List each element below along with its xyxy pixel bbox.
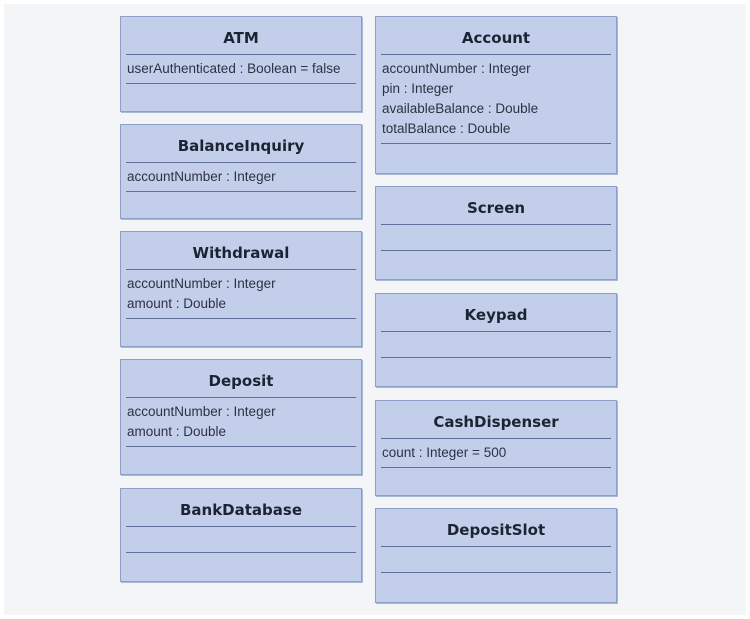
class-operations [126, 553, 356, 563]
class-operations [126, 84, 356, 94]
class-attributes [126, 398, 356, 447]
class-attributes [126, 270, 356, 319]
class-attribute: count : Integer = 500 [382, 445, 507, 460]
class-keypad [375, 293, 617, 387]
class-atm [120, 16, 362, 112]
class-name: BalanceInquiry [126, 130, 356, 163]
class-deposit-slot [375, 508, 617, 603]
class-operations [126, 192, 356, 202]
class-attribute: totalBalance : Double [382, 121, 511, 136]
class-name: Withdrawal [126, 237, 356, 270]
class-attribute: pin : Integer [382, 81, 454, 96]
class-screen [375, 186, 617, 280]
uml-class-diagram [4, 4, 746, 615]
class-operations [381, 573, 611, 583]
class-operations [381, 251, 611, 261]
class-attribute: amount : Double [127, 424, 227, 439]
class-attribute: accountNumber : Integer [127, 169, 276, 184]
class-name: BankDatabase [126, 494, 356, 527]
class-balance-inquiry [120, 124, 362, 219]
class-attribute: accountNumber : Integer [127, 276, 276, 291]
class-name: DepositSlot [381, 514, 611, 547]
class-attributes [126, 163, 356, 192]
class-cash-dispenser [375, 400, 617, 496]
class-operations [381, 468, 611, 478]
class-attribute: accountNumber : Integer [127, 404, 276, 419]
class-account [375, 16, 617, 174]
class-attributes [126, 55, 356, 84]
class-withdrawal [120, 231, 362, 347]
class-attributes [381, 547, 611, 573]
class-attribute: accountNumber : Integer [382, 61, 531, 76]
class-attributes [381, 225, 611, 251]
class-operations [381, 358, 611, 368]
class-name: CashDispenser [381, 406, 611, 439]
class-operations [381, 144, 611, 154]
class-name: Keypad [381, 299, 611, 332]
class-attributes [381, 332, 611, 358]
class-attribute: userAuthenticated : Boolean = false [127, 61, 341, 76]
class-bank-database [120, 488, 362, 582]
class-attributes [381, 439, 611, 468]
class-operations [126, 447, 356, 457]
class-attribute: availableBalance : Double [382, 101, 539, 116]
class-attributes [126, 527, 356, 553]
class-attribute: amount : Double [127, 296, 227, 311]
class-operations [126, 319, 356, 329]
class-name: Account [381, 22, 611, 55]
class-deposit [120, 359, 362, 475]
class-name: Deposit [126, 365, 356, 398]
class-name: Screen [381, 192, 611, 225]
class-attributes [381, 55, 611, 144]
class-name: ATM [126, 22, 356, 55]
